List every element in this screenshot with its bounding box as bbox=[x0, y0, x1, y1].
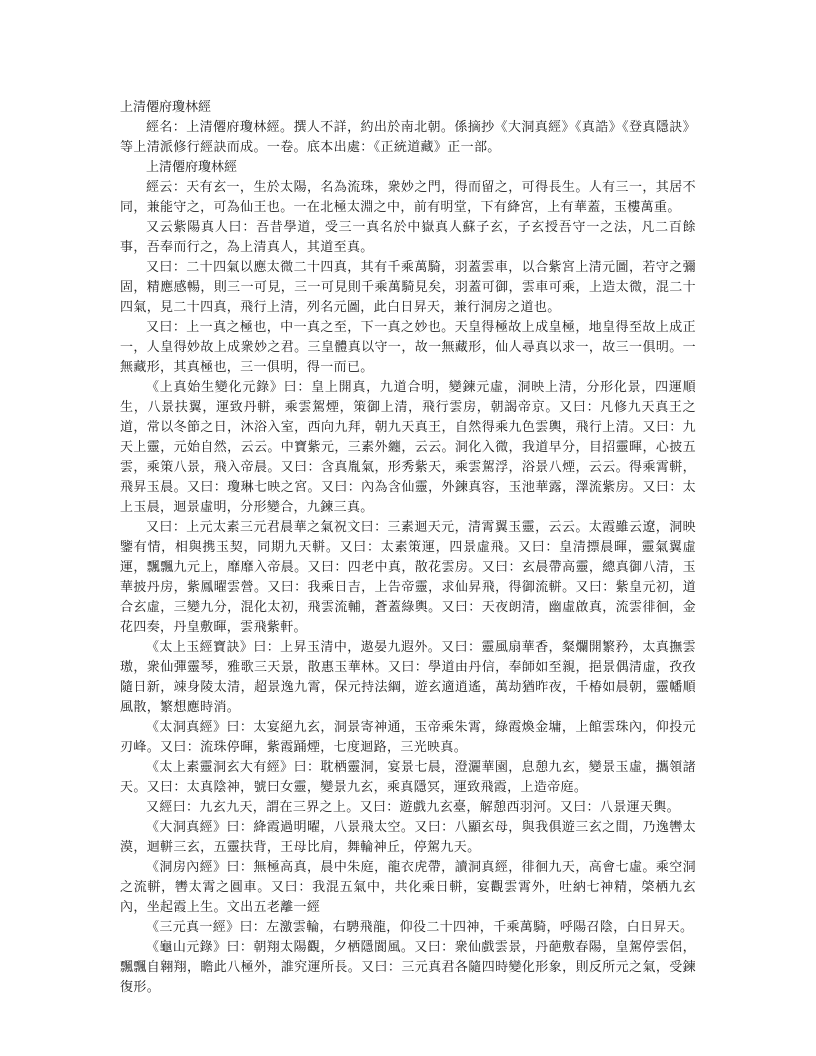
body-paragraph: 經云：天有玄一，生於太陽，名為流珠，衆妙之門，得而留之，可得長生。人有三一，其居不同，兼能守之，可為仙王也。一在北極太淵之中，前有明堂，下有絳宮，上有華蓋，玉樓萬重。 bbox=[120, 180, 696, 215]
body-paragraph: 又曰：二十四氣以應太微二十四真，其有千乘萬騎，羽蓋雲車，以合紫宮上清元圖，若守之彌固，精應感暢，則三一可見，三一可見則千乘萬騎見矣，羽蓋可御，雲車可乘，上造太微，混二十四氣，見二十四真，飛行上清，列名元圖，此白日昇天，兼行洞房之道也。 bbox=[120, 260, 696, 315]
body-paragraph: 《大洞真經》曰：絳霞過明曜，八景飛太空。又曰：八顯玄母，與我俱遊三玄之間，乃逸轡太漠，迴軿三玄，五靈扶背，王母比肩，舞輪神丘，停駕九天。 bbox=[120, 820, 696, 855]
body-paragraph: 《洞房內經》曰：無極高真，晨中朱庭，龍衣虎帶，讀洞真經，徘徊九天，高會七虛。乘空洞之流軿，轡太霄之圓車。又曰：我混五氣中，共化乘日軿，宴觀雲霄外，吐納七神精，棨栖九玄內，坐起霞上生。文出五老離一經 bbox=[120, 860, 696, 915]
body-paragraph: 《太洞真經》曰：太宴絕九玄，洞景寄神通，玉帝乘朱霄，綠霞煥金墉，上館雲珠內，仰投元刃峰。又曰：流珠停暉，紫霞踊煙，七度迴路，三光映真。 bbox=[120, 720, 696, 755]
body-paragraph: 又曰：上一真之極也，中一真之至，下一真之妙也。天皇得極故上成皇極，地皇得至故上成正一，人皇得妙故上成衆妙之君。三皇體真以守一，故一無藏形，仙人尋真以求一，故三一俱明。一無藏形，其真極也，三一俱明，得一而已。 bbox=[120, 320, 696, 375]
body-paragraph: 《龜山元錄》曰：朝翔太陽觀，夕栖隱閬風。又曰：衆仙戲雲景，丹葩敷春陽，皇駕停雲侶，飄飄自翱翔，瞻此八極外，誰究運所長。又曰：三元真君各隨四時變化形象，則反所元之氣，受鍊復形。 bbox=[120, 940, 696, 995]
body-paragraph: 又云紫陽真人曰：吾昔學道，受三一真名於中嶽真人蘇子玄，子玄授吾守一之法，凡二百餘事，吾奉而行之，為上清真人，其道至真。 bbox=[120, 220, 696, 255]
body-paragraph: 又曰：上元太素三元君晨華之氣祝文曰：三素迴天元，清霄翼玉靈，云云。太霞雖云遼，洞映鑒有情，相與携玉契，同期九天軿。又曰：太素策運，四景虛飛。又曰：皇清摽晨暉，靈氣翼虛運，飄飄九元上，靡靡入帝晨。又曰：四老中真，散花雲房。又曰：玄晨帶高靈，總真御八清，玉華披丹房，紫鳳曜雲營。又曰：我乘日吉，上告帝靈，求仙昇飛，得御流軿。又曰：紫皇元初，道合玄虛，三變九分，混化太初，飛雲流輔，蒼蓋綠輿。又曰：天夜朗清，幽虛啟真，流雲徘徊，金花四奏，丹皇敷暉，雲飛紫軒。 bbox=[120, 520, 696, 635]
document-subtitle: 上清僊府瓊林經 bbox=[146, 160, 238, 175]
document-page bbox=[120, 98, 696, 998]
body-paragraph: 《上真始生變化元錄》曰：皇上開真，九道合明，變鍊元虛，洞映上清，分形化景，四運順生，八景扶翼，運致丹軿，乘雲駕煙，策御上清，飛行雲房，朝謁帝京。又曰：凡修九天真王之道，常以冬節之日，沐浴入室，西向九拜，朝九天真王，自然得乘九色雲輿，飛行上清。又曰：九天上靈，元始自然，云云。中寶紫元，三素外纏，云云。洞化入微，我道早分，目招靈暉，心披五雲，乘策八景，飛入帝晨。又曰：含真胤氣，形秀紫天，乘雲駕浮，浴景八煙，云云。得乘霄軿，飛昇玉晨。又曰：瓊琳七映之宮。又曰：內為含仙靈，外鍊真容，玉池華露，澤流紫房。又曰：太上玉晨，迴景虛明，分形變合，九鍊三真。 bbox=[120, 380, 696, 515]
document-title: 上清僊府瓊林經 bbox=[120, 100, 212, 115]
body-paragraph: 又經曰：九玄九天，謂在三界之上。又曰：遊戲九玄臺，解憩西羽河。又曰：八景運天輿。 bbox=[146, 800, 681, 815]
body-paragraph: 《太上素靈洞玄大有經》曰：耽栖靈洞，宴景七晨，澄灑華園，息憩九玄，變景玉虛，攜領諸天。又曰：太真陰神，號曰女靈，變景九玄，乘真隱冥，運致飛霞，上造帝庭。 bbox=[120, 760, 696, 795]
intro-paragraph: 經名：上清僊府瓊林經。撰人不詳，約出於南北朝。係摘抄《大洞真經》《真誥》《登真隱訣》等上清派修行經訣而成。一卷。底本出處：《正統道藏》正一部。 bbox=[120, 120, 696, 155]
body-paragraph: 《三元真一經》曰：左激雲輪，右騁飛龍，仰役二十四神，千乘萬騎，呼陽召陰，白日昇天。 bbox=[146, 920, 694, 935]
body-paragraph: 《太上玉經寶訣》曰：上昇玉清中，遨晏九遐外。又曰：靈風扇華香，粲爛開繁矜，太真撫雲璈，衆仙彈靈琴，雅歌三天景，散惠玉華林。又曰：學道由丹信，奉師如至親，挹景偶清虛，孜孜隨日新，竦身陵太清，超景逸九霄，保元持法綱，遊玄適逍遙，萬劫猶昨夜，千椿如晨朝，靈幡順風散，繁想應時消。 bbox=[120, 640, 696, 715]
